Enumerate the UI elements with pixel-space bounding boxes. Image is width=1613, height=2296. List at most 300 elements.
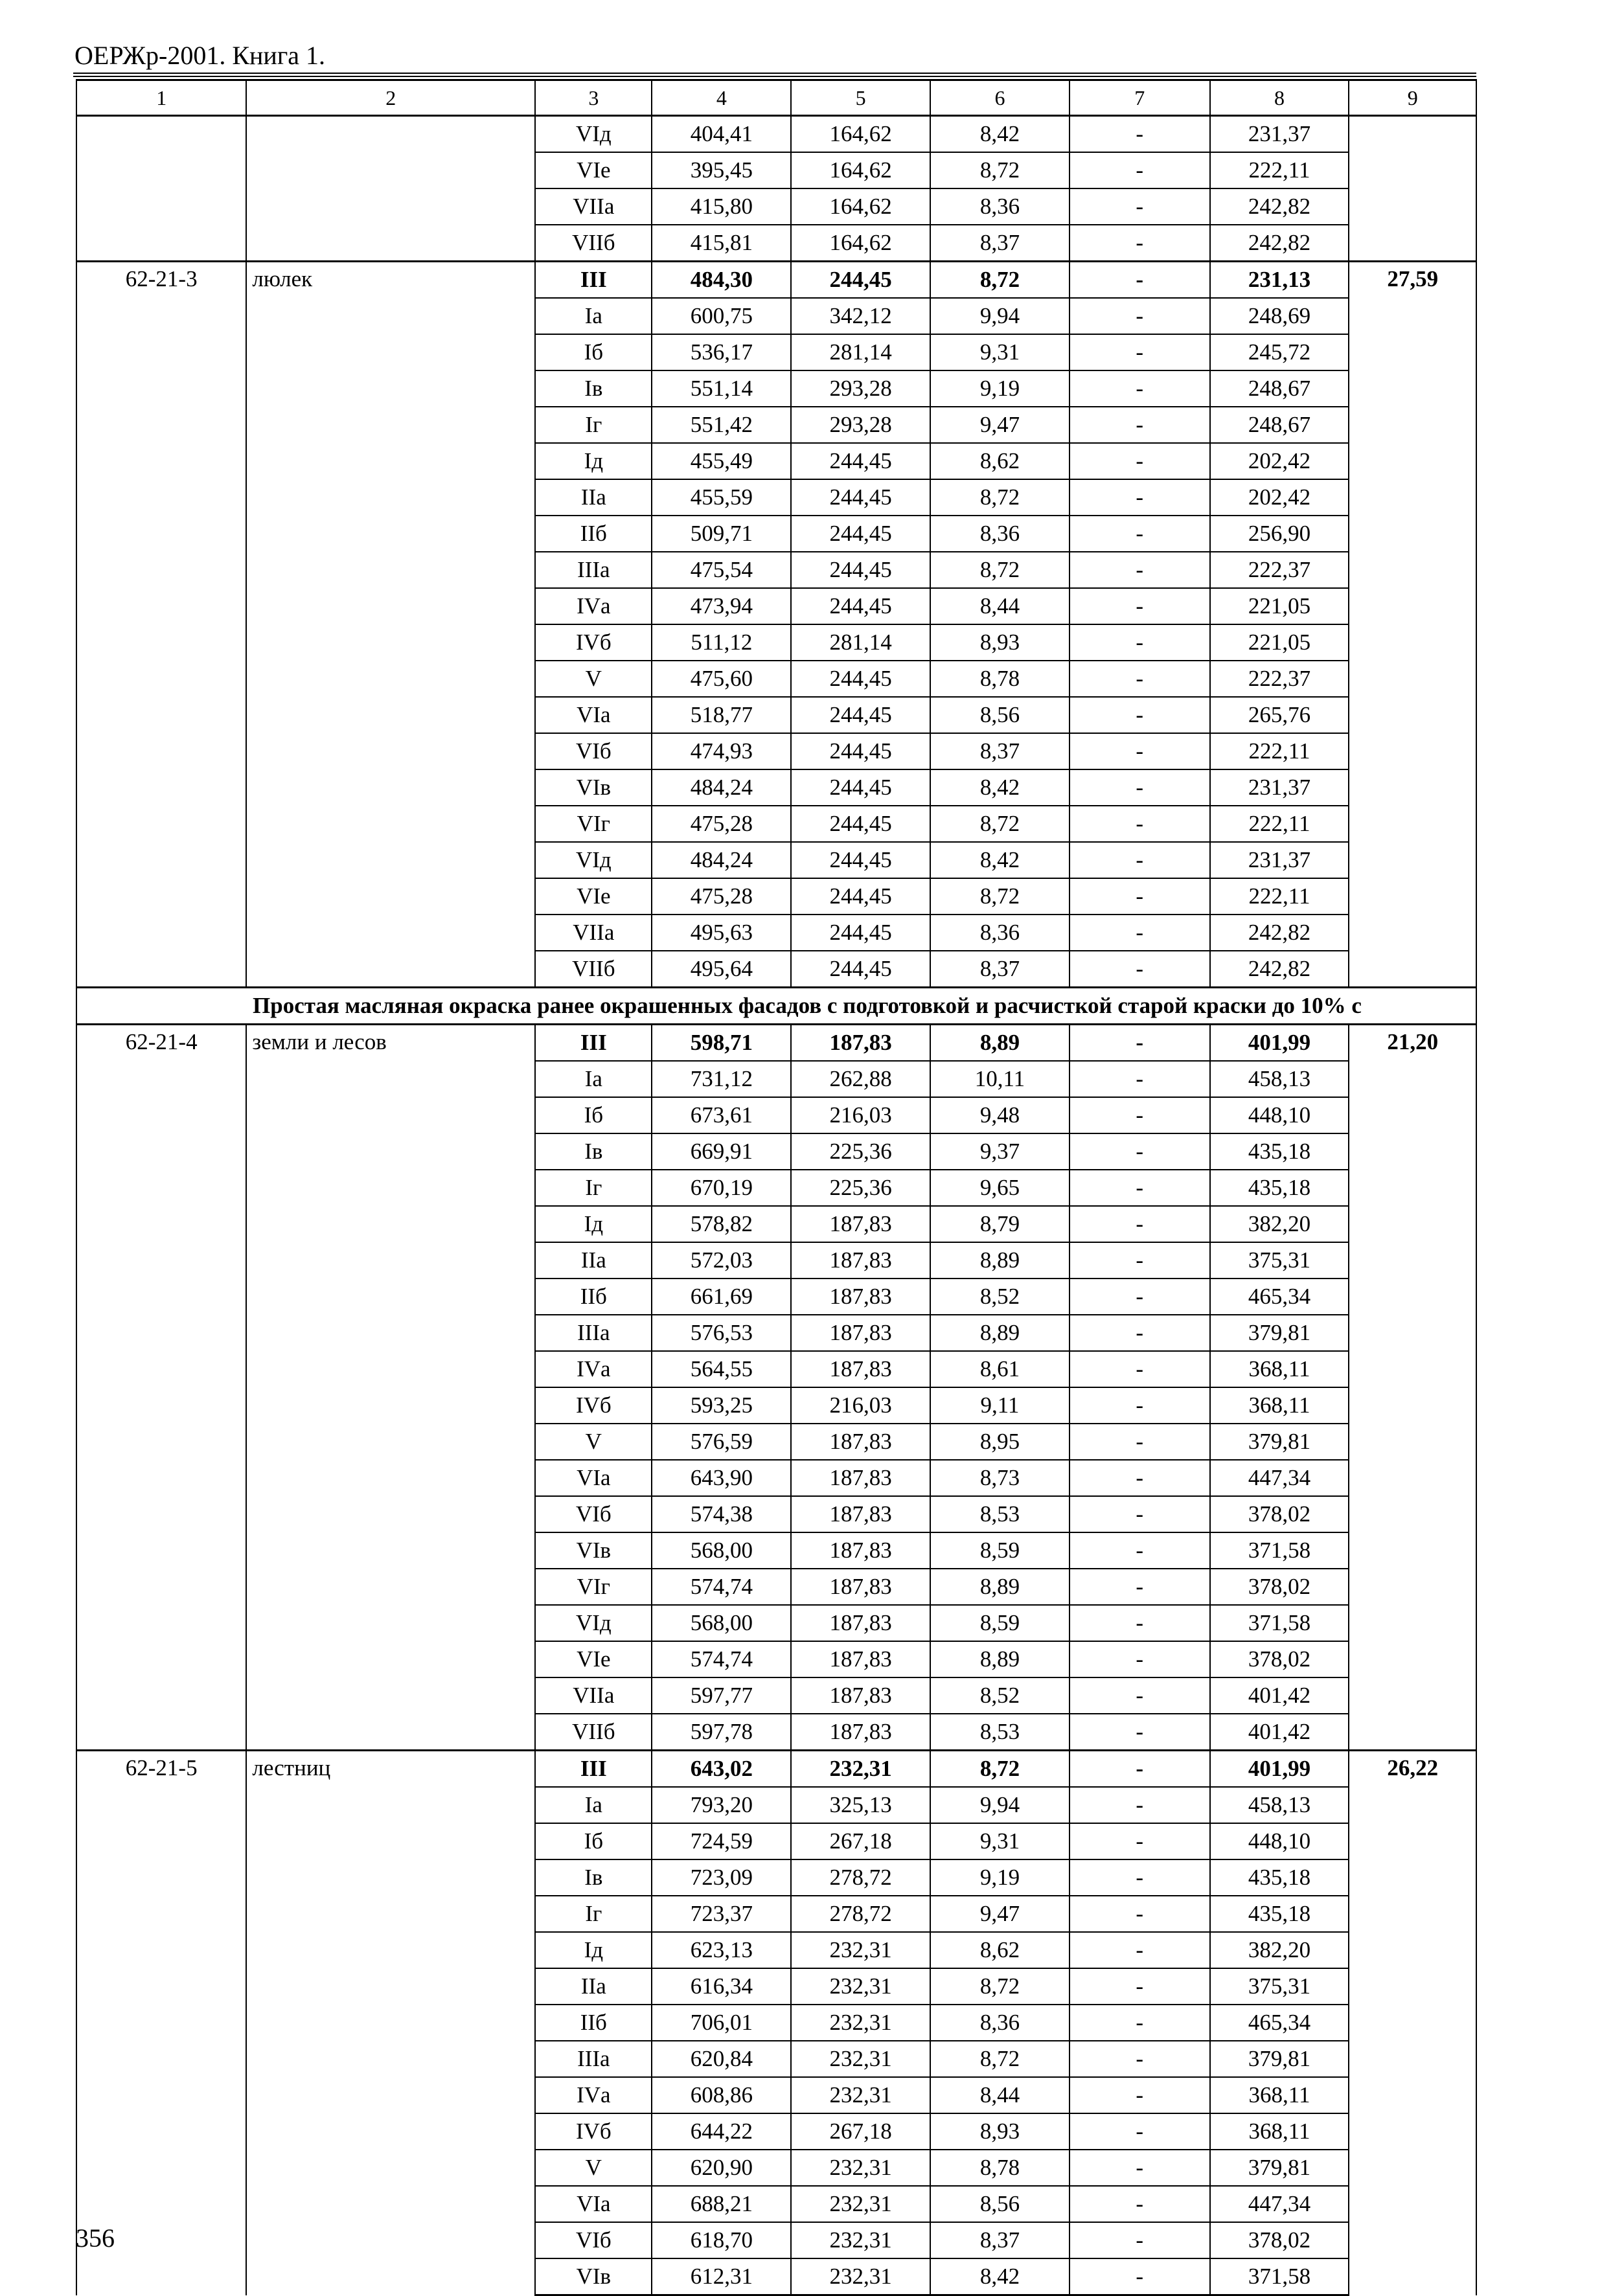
value-cell: 568,00: [652, 1532, 791, 1569]
value-cell: 435,18: [1210, 1133, 1349, 1170]
rate-category-cell: Iа: [535, 1061, 652, 1097]
value-cell: 8,53: [930, 1496, 1070, 1532]
value-cell: 368,11: [1210, 2077, 1349, 2113]
col9-cell: 26,22: [1349, 1751, 1476, 2295]
value-cell: 572,03: [652, 1242, 791, 1279]
value-cell: 242,82: [1210, 188, 1349, 225]
value-cell: 378,02: [1210, 1569, 1349, 1605]
value-cell: 8,52: [930, 1279, 1070, 1315]
value-cell: 455,59: [652, 479, 791, 516]
value-cell: 244,45: [791, 661, 930, 697]
value-cell: 9,47: [930, 407, 1070, 443]
value-cell: -: [1070, 298, 1210, 334]
value-cell: 448,10: [1210, 1097, 1349, 1133]
table-row: [76, 1025, 1476, 1062]
rate-category-cell: V: [535, 2150, 652, 2186]
value-cell: -: [1070, 1460, 1210, 1496]
value-cell: 8,37: [930, 951, 1070, 988]
value-cell: 404,41: [652, 116, 791, 153]
value-cell: 793,20: [652, 1787, 791, 1823]
value-cell: 593,25: [652, 1387, 791, 1424]
value-cell: 248,67: [1210, 407, 1349, 443]
column-number: 2: [246, 80, 535, 116]
value-cell: -: [1070, 624, 1210, 661]
rate-category-cell: IIIа: [535, 2041, 652, 2077]
value-cell: 458,13: [1210, 1787, 1349, 1823]
value-cell: 8,62: [930, 443, 1070, 479]
value-cell: 164,62: [791, 188, 930, 225]
value-cell: -: [1070, 1714, 1210, 1751]
column-number-row: [76, 80, 1476, 116]
value-cell: -: [1070, 2186, 1210, 2222]
value-cell: 551,14: [652, 370, 791, 407]
rate-category-cell: III: [535, 262, 652, 299]
value-cell: 281,14: [791, 334, 930, 370]
value-cell: 8,72: [930, 262, 1070, 299]
value-cell: -: [1070, 1242, 1210, 1279]
value-cell: -: [1070, 1025, 1210, 1062]
value-cell: 281,14: [791, 624, 930, 661]
value-cell: 187,83: [791, 1496, 930, 1532]
value-cell: 10,11: [930, 1061, 1070, 1097]
value-cell: 9,19: [930, 370, 1070, 407]
rate-category-cell: VIе: [535, 1641, 652, 1677]
rate-category-cell: Iа: [535, 298, 652, 334]
value-cell: -: [1070, 2222, 1210, 2258]
value-cell: 222,11: [1210, 878, 1349, 915]
value-cell: 232,31: [791, 2041, 930, 2077]
value-cell: 475,60: [652, 661, 791, 697]
value-cell: -: [1070, 262, 1210, 299]
value-cell: -: [1070, 915, 1210, 951]
value-cell: -: [1070, 2258, 1210, 2295]
value-cell: 435,18: [1210, 1859, 1349, 1896]
rate-category-cell: VIа: [535, 1460, 652, 1496]
value-cell: 231,37: [1210, 769, 1349, 806]
value-cell: -: [1070, 2150, 1210, 2186]
value-cell: 495,64: [652, 951, 791, 988]
name-cell: [246, 116, 535, 262]
value-cell: 244,45: [791, 262, 930, 299]
value-cell: 9,94: [930, 1787, 1070, 1823]
page-header-title: ОЕРЖр-2001. Книга 1.: [74, 41, 325, 70]
rate-category-cell: Iв: [535, 1859, 652, 1896]
rate-category-cell: VIв: [535, 2258, 652, 2295]
header-rule-top: [73, 73, 1476, 74]
value-cell: 371,58: [1210, 1532, 1349, 1569]
rate-category-cell: VIIб: [535, 225, 652, 262]
rate-category-cell: VIв: [535, 1532, 652, 1569]
value-cell: -: [1070, 116, 1210, 153]
value-cell: -: [1070, 1351, 1210, 1387]
value-cell: 447,34: [1210, 1460, 1349, 1496]
value-cell: 244,45: [791, 443, 930, 479]
rate-category-cell: VIе: [535, 878, 652, 915]
value-cell: 187,83: [791, 1641, 930, 1677]
value-cell: 623,13: [652, 1932, 791, 1968]
value-cell: 475,54: [652, 552, 791, 588]
value-cell: 8,36: [930, 188, 1070, 225]
value-cell: 564,55: [652, 1351, 791, 1387]
value-cell: 379,81: [1210, 1424, 1349, 1460]
value-cell: 216,03: [791, 1097, 930, 1133]
value-cell: 673,61: [652, 1097, 791, 1133]
value-cell: 164,62: [791, 152, 930, 188]
column-number: 4: [652, 80, 791, 116]
value-cell: 576,59: [652, 1424, 791, 1460]
value-cell: -: [1070, 2005, 1210, 2041]
value-cell: 232,31: [791, 1968, 930, 2005]
value-cell: -: [1070, 1896, 1210, 1932]
value-cell: 244,45: [791, 479, 930, 516]
value-cell: 9,47: [930, 1896, 1070, 1932]
value-cell: 484,24: [652, 842, 791, 878]
value-cell: 401,42: [1210, 1677, 1349, 1714]
value-cell: -: [1070, 370, 1210, 407]
rate-category-cell: V: [535, 1424, 652, 1460]
value-cell: 724,59: [652, 1823, 791, 1859]
value-cell: 232,31: [791, 2005, 930, 2041]
value-cell: 670,19: [652, 1170, 791, 1206]
col9-cell: 21,20: [1349, 1025, 1476, 1751]
value-cell: 8,95: [930, 1424, 1070, 1460]
value-cell: -: [1070, 1496, 1210, 1532]
value-cell: 448,10: [1210, 1823, 1349, 1859]
value-cell: 518,77: [652, 697, 791, 733]
value-cell: 278,72: [791, 1859, 930, 1896]
value-cell: -: [1070, 661, 1210, 697]
rates-table: [76, 79, 1477, 2296]
value-cell: 612,31: [652, 2258, 791, 2295]
value-cell: 8,78: [930, 661, 1070, 697]
value-cell: -: [1070, 697, 1210, 733]
value-cell: 568,00: [652, 1605, 791, 1641]
value-cell: 9,31: [930, 334, 1070, 370]
value-cell: -: [1070, 443, 1210, 479]
value-cell: 8,52: [930, 1677, 1070, 1714]
value-cell: 187,83: [791, 1242, 930, 1279]
value-cell: -: [1070, 1387, 1210, 1424]
value-cell: 616,34: [652, 1968, 791, 2005]
value-cell: 244,45: [791, 951, 930, 988]
value-cell: 574,74: [652, 1569, 791, 1605]
value-cell: 9,37: [930, 1133, 1070, 1170]
value-cell: -: [1070, 951, 1210, 988]
value-cell: 368,11: [1210, 2113, 1349, 2150]
value-cell: 379,81: [1210, 1315, 1349, 1351]
column-number: 7: [1070, 80, 1210, 116]
page-number: 356: [76, 2223, 115, 2253]
value-cell: 221,05: [1210, 588, 1349, 624]
rate-category-cell: VIа: [535, 697, 652, 733]
value-cell: 8,36: [930, 2005, 1070, 2041]
value-cell: -: [1070, 1206, 1210, 1242]
rate-category-cell: IIб: [535, 516, 652, 552]
value-cell: -: [1070, 1932, 1210, 1968]
value-cell: 187,83: [791, 1025, 930, 1062]
value-cell: -: [1070, 1532, 1210, 1569]
value-cell: 415,81: [652, 225, 791, 262]
value-cell: 187,83: [791, 1351, 930, 1387]
rate-category-cell: Iд: [535, 443, 652, 479]
col9-cell: 27,59: [1349, 262, 1476, 988]
value-cell: 475,28: [652, 806, 791, 842]
value-cell: 8,72: [930, 152, 1070, 188]
rate-category-cell: IIб: [535, 2005, 652, 2041]
value-cell: -: [1070, 842, 1210, 878]
rate-category-cell: IVб: [535, 1387, 652, 1424]
value-cell: -: [1070, 1823, 1210, 1859]
value-cell: 8,72: [930, 878, 1070, 915]
code-cell: 62-21-5: [76, 1751, 246, 2295]
value-cell: 231,37: [1210, 116, 1349, 153]
rate-category-cell: Iг: [535, 1896, 652, 1932]
rates-table-body: [76, 80, 1476, 2295]
rate-category-cell: IIб: [535, 1279, 652, 1315]
value-cell: 244,45: [791, 697, 930, 733]
value-cell: 267,18: [791, 2113, 930, 2150]
value-cell: -: [1070, 1424, 1210, 1460]
rate-category-cell: VIа: [535, 2186, 652, 2222]
rate-category-cell: VIд: [535, 842, 652, 878]
value-cell: 232,31: [791, 2077, 930, 2113]
value-cell: 222,11: [1210, 806, 1349, 842]
value-cell: 256,90: [1210, 516, 1349, 552]
value-cell: 231,37: [1210, 842, 1349, 878]
value-cell: 187,83: [791, 1424, 930, 1460]
rate-category-cell: VIIа: [535, 1677, 652, 1714]
value-cell: 8,59: [930, 1605, 1070, 1641]
value-cell: 9,48: [930, 1097, 1070, 1133]
rate-category-cell: IVа: [535, 2077, 652, 2113]
value-cell: 378,02: [1210, 1641, 1349, 1677]
value-cell: 232,31: [791, 2222, 930, 2258]
rate-category-cell: V: [535, 661, 652, 697]
value-cell: 222,11: [1210, 733, 1349, 769]
value-cell: 661,69: [652, 1279, 791, 1315]
value-cell: 8,37: [930, 225, 1070, 262]
value-cell: 484,24: [652, 769, 791, 806]
rate-category-cell: VIIб: [535, 951, 652, 988]
value-cell: -: [1070, 2113, 1210, 2150]
table-row: [76, 116, 1476, 153]
value-cell: 415,80: [652, 188, 791, 225]
value-cell: 187,83: [791, 1206, 930, 1242]
value-cell: 435,18: [1210, 1896, 1349, 1932]
value-cell: 164,62: [791, 225, 930, 262]
value-cell: -: [1070, 1641, 1210, 1677]
value-cell: -: [1070, 1061, 1210, 1097]
value-cell: 8,56: [930, 697, 1070, 733]
value-cell: 371,58: [1210, 2258, 1349, 2295]
value-cell: 8,37: [930, 2222, 1070, 2258]
value-cell: -: [1070, 1787, 1210, 1823]
value-cell: 221,05: [1210, 624, 1349, 661]
value-cell: -: [1070, 1315, 1210, 1351]
table-row: [76, 262, 1476, 299]
rate-category-cell: Iг: [535, 1170, 652, 1206]
col9-cell: [1349, 116, 1476, 262]
section-note-text: Простая масляная окраска ранее окрашенных фасадов с подготовкой и расчисткой старой краски до 10% с: [253, 993, 1362, 1018]
value-cell: 608,86: [652, 2077, 791, 2113]
value-cell: 644,22: [652, 2113, 791, 2150]
rate-category-cell: VIе: [535, 152, 652, 188]
value-cell: 474,93: [652, 733, 791, 769]
value-cell: 242,82: [1210, 915, 1349, 951]
value-cell: 473,94: [652, 588, 791, 624]
value-cell: 232,31: [791, 2186, 930, 2222]
value-cell: 244,45: [791, 588, 930, 624]
value-cell: 8,93: [930, 624, 1070, 661]
rate-category-cell: VIд: [535, 1605, 652, 1641]
value-cell: 242,82: [1210, 951, 1349, 988]
value-cell: 187,83: [791, 1315, 930, 1351]
value-cell: 187,83: [791, 1532, 930, 1569]
value-cell: 395,45: [652, 152, 791, 188]
value-cell: -: [1070, 1677, 1210, 1714]
value-cell: 222,37: [1210, 661, 1349, 697]
rate-category-cell: Iб: [535, 1823, 652, 1859]
value-cell: 8,72: [930, 479, 1070, 516]
rate-category-cell: VIIа: [535, 188, 652, 225]
rate-category-cell: Iв: [535, 370, 652, 407]
value-cell: 293,28: [791, 407, 930, 443]
value-cell: 435,18: [1210, 1170, 1349, 1206]
rate-category-cell: VIб: [535, 1496, 652, 1532]
value-cell: 8,89: [930, 1025, 1070, 1062]
value-cell: 244,45: [791, 878, 930, 915]
value-cell: 244,45: [791, 552, 930, 588]
value-cell: 187,83: [791, 1605, 930, 1641]
value-cell: 9,19: [930, 1859, 1070, 1896]
value-cell: 597,77: [652, 1677, 791, 1714]
value-cell: -: [1070, 479, 1210, 516]
value-cell: 164,62: [791, 116, 930, 153]
value-cell: 231,13: [1210, 262, 1349, 299]
value-cell: -: [1070, 1859, 1210, 1896]
value-cell: 9,31: [930, 1823, 1070, 1859]
value-cell: 8,72: [930, 806, 1070, 842]
code-cell: 62-21-3: [76, 262, 246, 988]
value-cell: 447,34: [1210, 2186, 1349, 2222]
value-cell: 401,99: [1210, 1025, 1349, 1062]
value-cell: 222,11: [1210, 152, 1349, 188]
rate-category-cell: IIа: [535, 1968, 652, 2005]
value-cell: 293,28: [791, 370, 930, 407]
value-cell: 371,58: [1210, 1605, 1349, 1641]
value-cell: 8,44: [930, 2077, 1070, 2113]
value-cell: 401,99: [1210, 1751, 1349, 1788]
value-cell: 576,53: [652, 1315, 791, 1351]
value-cell: 511,12: [652, 624, 791, 661]
value-cell: 278,72: [791, 1896, 930, 1932]
rate-category-cell: VIб: [535, 2222, 652, 2258]
value-cell: 723,37: [652, 1896, 791, 1932]
value-cell: 465,34: [1210, 1279, 1349, 1315]
rate-category-cell: VIIб: [535, 1714, 652, 1751]
value-cell: 202,42: [1210, 443, 1349, 479]
value-cell: 669,91: [652, 1133, 791, 1170]
value-cell: 8,62: [930, 1932, 1070, 1968]
value-cell: 8,79: [930, 1206, 1070, 1242]
value-cell: 262,88: [791, 1061, 930, 1097]
value-cell: 9,11: [930, 1387, 1070, 1424]
value-cell: -: [1070, 188, 1210, 225]
value-cell: -: [1070, 552, 1210, 588]
value-cell: 187,83: [791, 1279, 930, 1315]
value-cell: 244,45: [791, 842, 930, 878]
value-cell: 8,78: [930, 2150, 1070, 2186]
rate-category-cell: IVб: [535, 2113, 652, 2150]
value-cell: 244,45: [791, 915, 930, 951]
value-cell: -: [1070, 1097, 1210, 1133]
name-cell: лестниц: [246, 1751, 535, 2295]
value-cell: 8,61: [930, 1351, 1070, 1387]
value-cell: 267,18: [791, 1823, 930, 1859]
rate-category-cell: Iд: [535, 1932, 652, 1968]
value-cell: 382,20: [1210, 1932, 1349, 1968]
value-cell: 232,31: [791, 1932, 930, 1968]
rate-category-cell: VIб: [535, 733, 652, 769]
value-cell: 688,21: [652, 2186, 791, 2222]
value-cell: 222,37: [1210, 552, 1349, 588]
value-cell: 382,20: [1210, 1206, 1349, 1242]
column-number: 8: [1210, 80, 1349, 116]
rate-category-cell: Iб: [535, 1097, 652, 1133]
value-cell: 8,56: [930, 2186, 1070, 2222]
value-cell: 8,89: [930, 1315, 1070, 1351]
section-note-cell: [76, 988, 1476, 1025]
value-cell: -: [1070, 1170, 1210, 1206]
value-cell: 731,12: [652, 1061, 791, 1097]
value-cell: -: [1070, 2041, 1210, 2077]
value-cell: 248,67: [1210, 370, 1349, 407]
value-cell: 643,90: [652, 1460, 791, 1496]
value-cell: 401,42: [1210, 1714, 1349, 1751]
table-row: [76, 1751, 1476, 1788]
value-cell: 244,45: [791, 806, 930, 842]
rate-category-cell: IIа: [535, 1242, 652, 1279]
value-cell: 187,83: [791, 1569, 930, 1605]
value-cell: -: [1070, 733, 1210, 769]
value-cell: 8,89: [930, 1242, 1070, 1279]
value-cell: -: [1070, 225, 1210, 262]
value-cell: 465,34: [1210, 2005, 1349, 2041]
value-cell: 723,09: [652, 1859, 791, 1896]
value-cell: 643,02: [652, 1751, 791, 1788]
code-cell: [76, 116, 246, 262]
rate-category-cell: IIIа: [535, 552, 652, 588]
value-cell: -: [1070, 152, 1210, 188]
value-cell: -: [1070, 1279, 1210, 1315]
value-cell: 379,81: [1210, 2041, 1349, 2077]
value-cell: 8,42: [930, 769, 1070, 806]
rate-category-cell: VIIа: [535, 915, 652, 951]
value-cell: 265,76: [1210, 697, 1349, 733]
value-cell: 600,75: [652, 298, 791, 334]
column-number: 3: [535, 80, 652, 116]
value-cell: 458,13: [1210, 1061, 1349, 1097]
value-cell: 455,49: [652, 443, 791, 479]
value-cell: 378,02: [1210, 1496, 1349, 1532]
value-cell: 187,83: [791, 1677, 930, 1714]
rate-category-cell: IIа: [535, 479, 652, 516]
value-cell: 484,30: [652, 262, 791, 299]
value-cell: 225,36: [791, 1170, 930, 1206]
value-cell: 9,94: [930, 298, 1070, 334]
rate-category-cell: VIг: [535, 806, 652, 842]
name-cell: люлек: [246, 262, 535, 988]
